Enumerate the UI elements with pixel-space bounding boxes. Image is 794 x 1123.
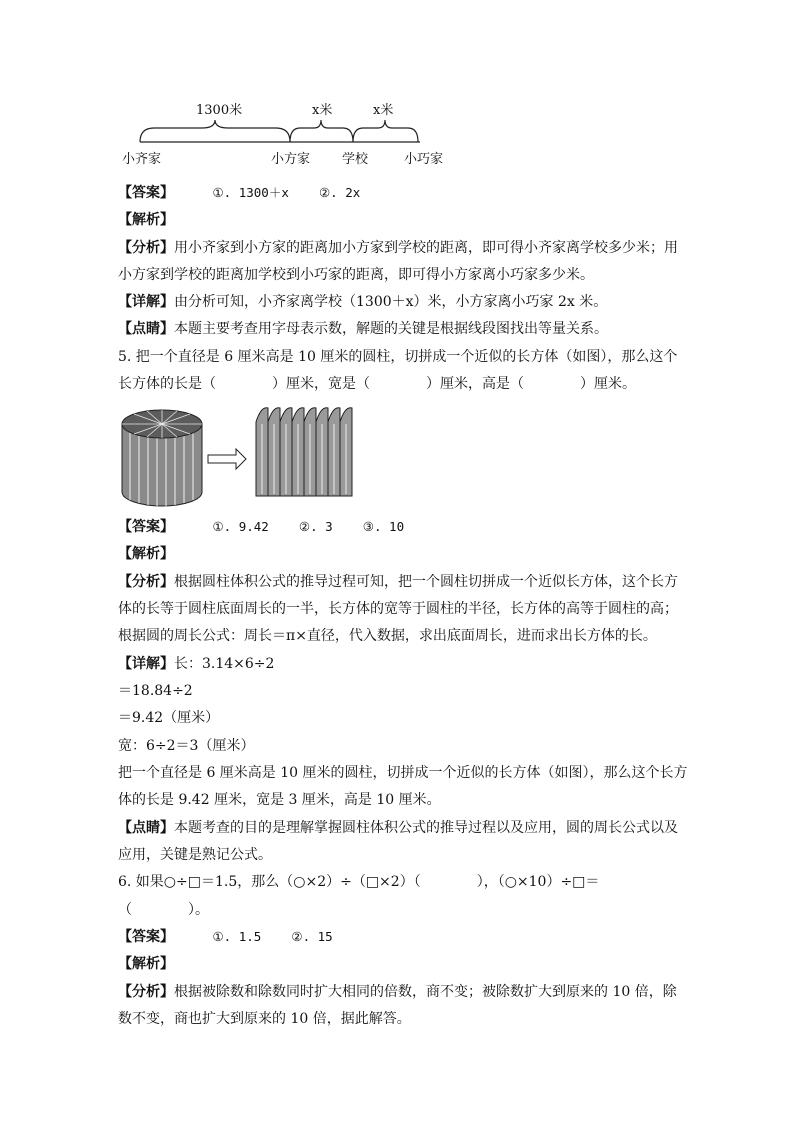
cuboid-illustration [256, 408, 352, 496]
answer-tag: 【答案】 [118, 185, 174, 201]
q5-fenxi-3: 根据圆的周长公式：周长＝π×直径，代入数据，求出底面周长，进而求出长方体的长。 [118, 628, 657, 644]
q6-fenxi-2: 数不变，商也扩大到原来的 10 倍，据此解答。 [118, 1011, 411, 1027]
answer-tag: 【答案】 [118, 519, 174, 535]
seg1-label: 1300米 [196, 103, 243, 118]
q5-xiangjie [118, 654, 274, 674]
fenxi-tag: 【分析】 [118, 574, 174, 590]
q4-xiangjie-text: 由分析可知，小齐家离学校（1300＋x）米，小方家离小巧家 2x 米。 [174, 294, 608, 310]
q5-answer-line [118, 517, 404, 537]
q5-jiexi: 【解析】 [118, 546, 174, 562]
q5-conclusion-1: 把一个直径是 6 厘米高是 10 厘米的圆柱，切拼成一个近似的长方体（如图），那么这个长方 [118, 765, 688, 781]
q5-fenxi-text-1: 根据圆柱体积公式的推导过程可知，把一个圆柱切拼成一个近似长方体，这个长方 [174, 574, 678, 590]
q5-fenxi-2: 体的长等于圆柱底面周长的一半，长方体的宽等于圆柱的半径，长方体的高等于圆柱的高； [118, 601, 678, 617]
q6-stem-1: 6. 如果○÷□＝1.5，那么（○×2）÷（□×2）（ ），（○×10）÷□＝ [118, 874, 600, 890]
q5-dianjing-2: 应用，关键是熟记公式。 [118, 847, 272, 863]
q5-calc-2: ＝18.84÷2 [118, 683, 193, 699]
seg2-label: x米 [312, 103, 333, 118]
q4-fenxi-2: 小方家到学校的距离加学校到小巧家的距离，即可得小方家离小巧家多少米。 [118, 267, 594, 283]
q5-answer: ①. 9.42 ②. 3 ③. 10 [212, 519, 405, 534]
q5-stem-2: 长方体的长是（ ）厘米，宽是（ ）厘米，高是（ ）厘米。 [118, 376, 636, 392]
cylinder-to-cuboid-figure [118, 400, 358, 510]
place-xiaoqi: 小齐家 [122, 152, 162, 167]
q5-dianjing [118, 818, 678, 838]
q6-fenxi-1 [118, 982, 677, 1002]
q5-calc-3: ＝9.42（厘米） [118, 710, 220, 726]
q5-fenxi-1 [118, 572, 678, 592]
xiangjie-tag: 【详解】 [118, 294, 174, 310]
place-xiaofang: 小方家 [271, 152, 311, 167]
dianjing-tag: 【点睛】 [118, 321, 174, 337]
q6-stem-2: （ ）。 [118, 902, 209, 918]
q6-answer: ①. 1.5 ②. 15 [212, 929, 333, 944]
q6-answer-line [118, 927, 333, 947]
q5-calc-1: 长：3.14×6÷2 [174, 656, 275, 672]
q5-stem-1: 5. 把一个直径是 6 厘米高是 10 厘米的圆柱，切拼成一个近似的长方体（如图），那么这个 [118, 349, 678, 365]
cylinder-illustration [122, 410, 202, 506]
q6-fenxi-text-1: 根据被除数和除数同时扩大相同的倍数，商不变；被除数扩大到原来的 10 倍，除 [174, 984, 677, 1000]
brace-seg3 [353, 120, 418, 142]
place-school: 学校 [342, 152, 369, 167]
q4-fenxi-1 [118, 238, 678, 258]
brace-seg1 [140, 120, 290, 142]
place-xiaoqiao: 小巧家 [404, 152, 444, 167]
q4-dianjing [118, 319, 608, 339]
q4-answer-line [118, 183, 360, 203]
segment-braces [130, 118, 430, 148]
answer-tag: 【答案】 [118, 929, 174, 945]
q5-calc-4: 宽：6÷2＝3（厘米） [118, 738, 255, 754]
fenxi-tag: 【分析】 [118, 984, 174, 1000]
xiangjie-tag: 【详解】 [118, 656, 174, 672]
seg3-label: x米 [373, 103, 394, 118]
q4-dianjing-text: 本题主要考查用字母表示数，解题的关键是根据线段图找出等量关系。 [174, 321, 608, 337]
q4-xiangjie [118, 292, 607, 312]
q4-fenxi-text-1: 用小齐家到小方家的距离加小方家到学校的距离，即可得小齐家离学校多少米；用 [174, 240, 678, 256]
brace-seg2 [290, 120, 353, 142]
q6-jiexi: 【解析】 [118, 956, 174, 972]
q4-jiexi: 【解析】 [118, 212, 174, 228]
fenxi-tag: 【分析】 [118, 240, 174, 256]
q4-answer: ①. 1300＋x ②. 2x [212, 185, 361, 200]
q5-dianjing-text-1: 本题考查的目的是理解掌握圆柱体积公式的推导过程以及应用，圆的周长公式以及 [174, 820, 678, 836]
arrow-right-icon [208, 449, 246, 469]
q5-conclusion-2: 体的长是 9.42 厘米，宽是 3 厘米，高是 10 厘米。 [118, 792, 441, 808]
dianjing-tag: 【点睛】 [118, 820, 174, 836]
